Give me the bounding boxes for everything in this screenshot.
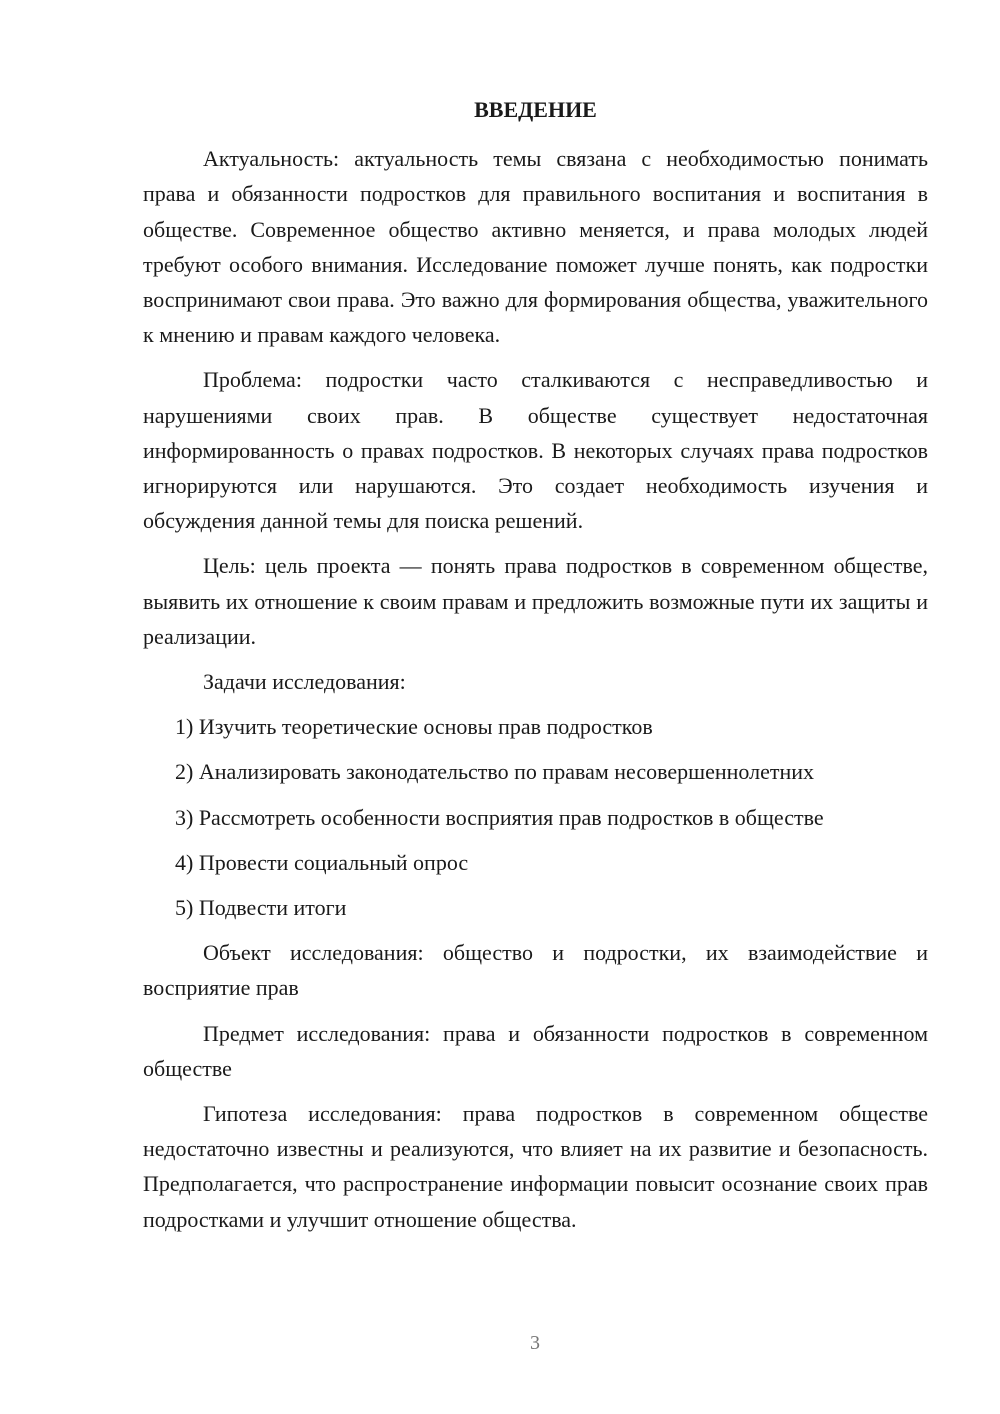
tasks-heading: Задачи исследования: xyxy=(203,669,406,695)
task-item: 1) Изучить теоретические основы прав подростков xyxy=(175,714,653,740)
task-item: 2) Анализировать законодательство по правам несовершеннолетних xyxy=(175,759,814,785)
tasks-list xyxy=(143,709,928,925)
paragraph-relevance: Актуальность: актуальность темы связана с необходимостью понимать права и обязанности подростков для правильного воспитания и воспитания в обществе. Современное общество активно меняется, и права молодых людей требуют особого внимания. Исследование поможет лучше понять, как подростки воспринимают свои права. Это важно для формирования общества, уважительного к мнению и правам каждого человека. xyxy=(143,146,928,348)
page-number: 3 xyxy=(530,1332,540,1354)
paragraph-problem: Проблема: подростки часто сталкиваются с несправедливостью и нарушениями своих прав. В обществе существует недостаточная информированность о правах подростков. В некоторых случаях права подростков игнорируются или нарушаются. Это создает необходимость изучения и обсуждения данной темы для поиска решений. xyxy=(143,367,928,534)
document-page xyxy=(143,92,928,1247)
paragraph-object: Объект исследования: общество и подростки, их взаимодействие и восприятие прав xyxy=(143,940,928,1001)
paragraph-subject: Предмет исследования: права и обязанности подростков в современном обществе xyxy=(143,1020,928,1081)
section-title: ВВЕДЕНИЕ xyxy=(474,97,597,122)
task-item: 5) Подвести итоги xyxy=(175,895,347,921)
paragraph-goal: Цель: цель проекта — понять права подростков в современном обществе, выявить их отношение к своим правам и предложить возможные пути их защиты и реализации. xyxy=(143,553,928,649)
paragraph-hypothesis: Гипотеза исследования: права подростков в современном обществе недостаточно известны и реализуются, что влияет на их развитие и безопасность. Предполагается, что распространение информации повысит осознание своих прав подростками и улучшит отношение общества. xyxy=(143,1101,928,1232)
task-item: 4) Провести социальный опрос xyxy=(175,849,469,875)
task-item: 3) Рассмотреть особенности восприятия прав подростков в обществе xyxy=(175,804,824,830)
